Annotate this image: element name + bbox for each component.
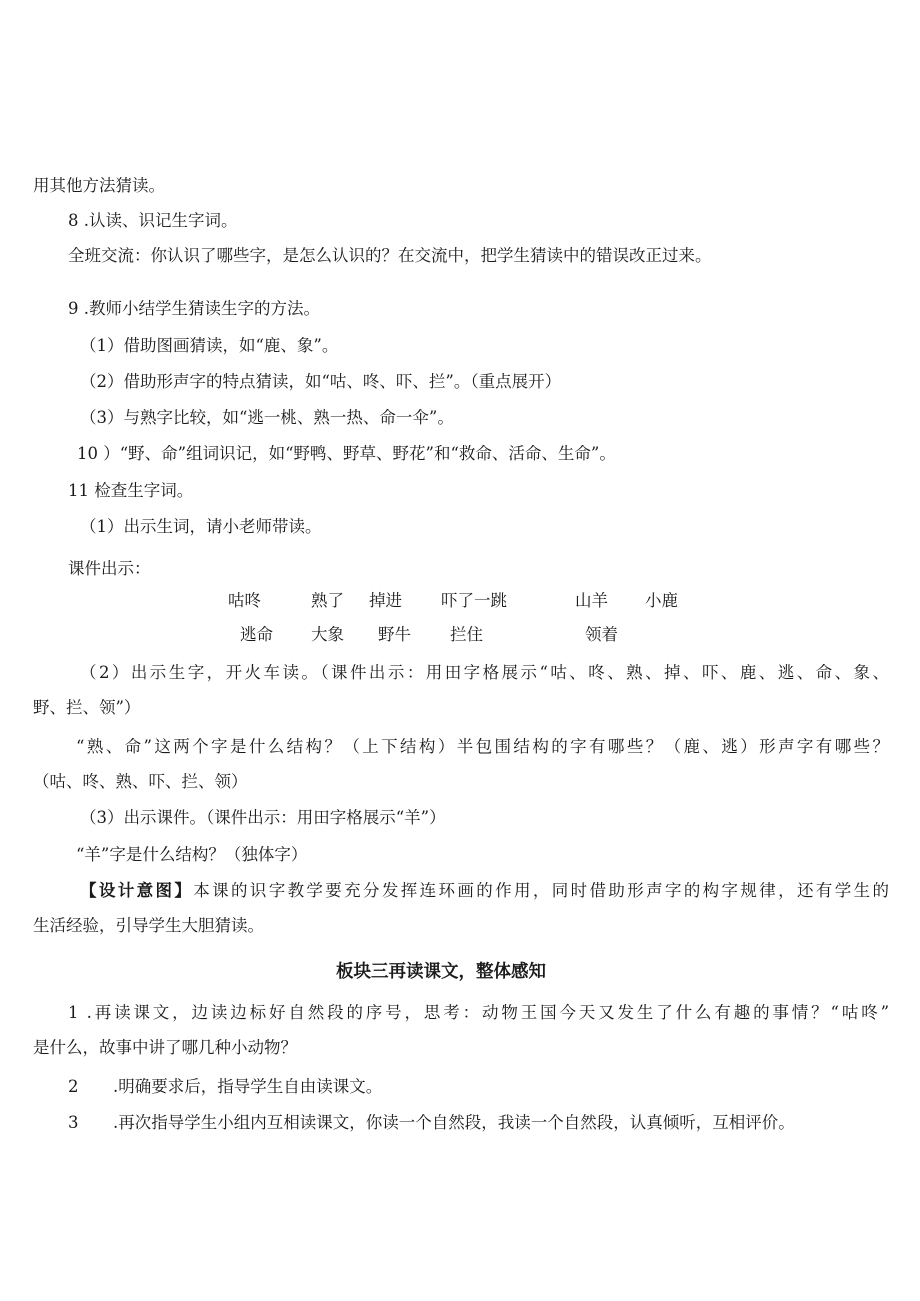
paragraph-line: （咕、咚、熟、吓、拦、领） [33,772,248,791]
word: 山羊 [575,591,608,610]
paragraph-line: “熟、命”这两个字是什么结构？（上下结构）半包围结构的字有哪些？（鹿、逃）形声字有哪些？ [76,737,889,756]
word: 小鹿 [645,591,678,610]
word: 领着 [585,625,618,644]
paragraph-line: 野、拦、领”） [33,698,141,717]
text-line: 用其他方法猜读。 [33,176,165,195]
paragraph-line: 生活经验，引导学生大胆猜读。 [33,916,264,935]
sub-item-2: （2）借助形声字的特点猜读，如“咕、咚、吓、拦”。（重点展开） [80,372,562,391]
design-intent-label: 【设计意图】 [80,881,194,900]
sub-item-1: （1）借助图画猜读，如“鹿、象”。 [80,336,339,355]
word: 掉进 [369,591,402,610]
paragraph-line: （2）出示生字，开火车读。（课件出示：用田字格展示“咕、咚、熟、掉、吓、鹿、逃、命、象、 [80,663,889,682]
sub-item-3: （3）出示课件。（课件出示：用田字格展示“羊”） [80,808,446,827]
word: 吓了一跳 [441,591,507,610]
item-10: 10 ）“野、命”组词识记，如“野鸭、野草、野花”和“救命、活命、生命”。 [77,444,616,463]
word: 咕咚 [228,591,261,610]
step-2-number: 2 [68,1077,79,1096]
step-2-text: .明确要求后，指导学生自由读课文。 [113,1077,383,1096]
word: 逃命 [240,625,273,644]
word: 野牛 [378,625,411,644]
courseware-label: 课件出示： [68,559,151,578]
step-1-line: 1 .再读课文，边读边标好自然段的序号，思考：动物王国今天又发生了什么有趣的事情？“咕咚” [68,1003,889,1022]
item-11: 11 检查生字词。 [68,481,194,500]
text-line: “羊”字是什么结构？（独体字） [76,845,308,864]
design-intent-text: 本课的识字教学要充分发挥连环画的作用，同时借助形声字的构字规律，还有学生的 [193,881,890,900]
step-3-text: .再次指导学生小组内互相读课文，你读一个自然段，我读一个自然段，认真倾听，互相评价。 [113,1113,795,1132]
item-9: 9 .教师小结学生猜读生字的方法。 [68,299,320,318]
step-3-number: 3 [68,1113,79,1132]
sub-item-3: （3）与熟字比较，如“逃一桃、熟一热、命一伞”。 [80,408,454,427]
design-intent-line [33,881,889,901]
word: 熟了 [311,591,344,610]
section-title: 板块三再读课文，整体感知 [336,962,546,982]
word: 拦住 [450,625,483,644]
sub-item-1: （1）出示生词，请小老师带读。 [80,517,322,536]
text-line: 全班交流：你认识了哪些字，是怎么认识的？在交流中，把学生猜读中的错误改正过来。 [68,246,712,265]
word: 大象 [311,625,344,644]
item-8: 8 .认读、识记生字词。 [68,211,238,230]
paragraph-line: 是什么，故事中讲了哪几种小动物？ [33,1038,297,1057]
